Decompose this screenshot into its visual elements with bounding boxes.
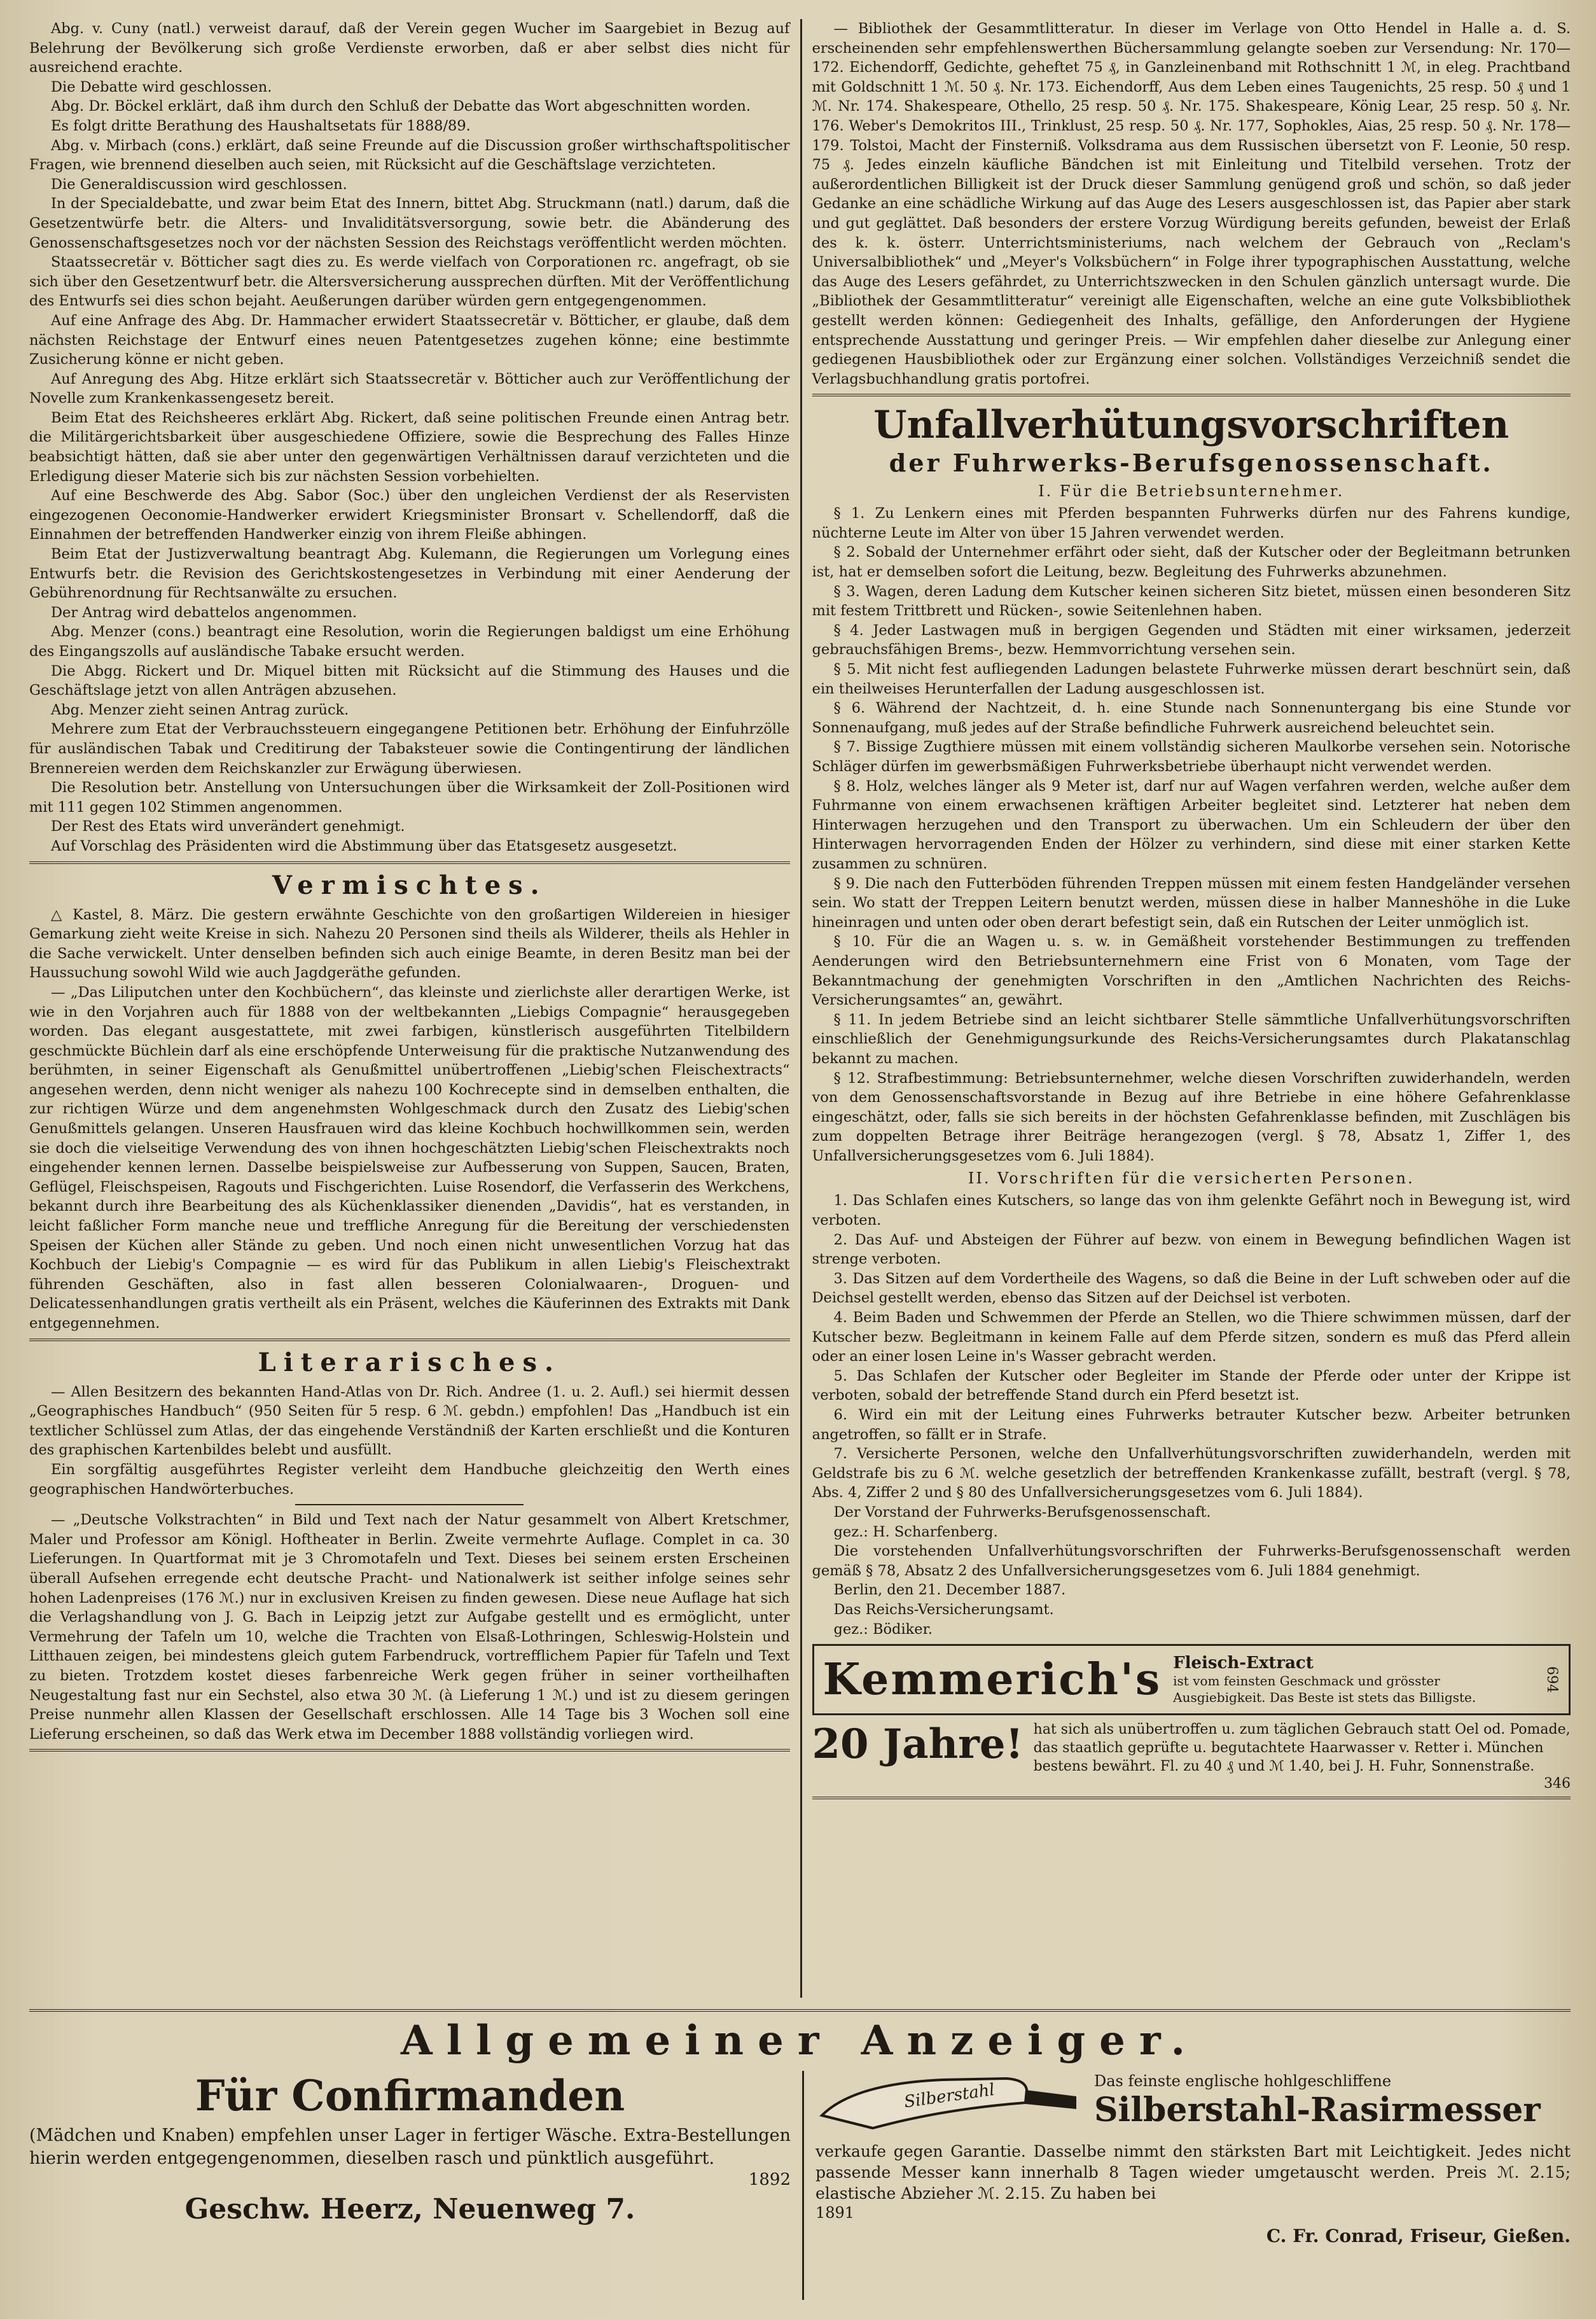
paragraph: Abg. Dr. Böckel erklärt, daß ihm durch den Schluß der Debatte das Wort abgeschnitten worden.: [51, 98, 751, 115]
regulations-title: Unfallverhütungsvorschriften: [873, 403, 1509, 448]
ad-number: 346: [1544, 1776, 1571, 1792]
razor-illustration-icon: [815, 2071, 1083, 2141]
paragraph: § 5. Mit nicht fest aufliegenden Ladungen belastete Fuhrwerke müssen derart beschnürt sein, daß ein theilweises Herunterfallen der Ladung ausgeschlossen ist.: [812, 661, 1571, 697]
paragraph: Die Resolution betr. Anstellung von Untersuchungen über die Wirksamkeit der Zoll-Positionen wird mit 111 gegen 102 Stimmen angenommen.: [29, 779, 790, 816]
confirmation-body: (Mädchen und Knaben) empfehlen unser Lager in fertiger Wäsche. Extra-Bestellungen hierin werden entgegengenommen, dieselben rasch und pünktlich ausgeführt.: [29, 2126, 791, 2168]
paragraph: Die Abgg. Rickert und Dr. Miquel bitten mit Rücksicht auf die Stimmung des Hauses und die Geschäftslage jetzt von allen Anträgen abzusehen.: [29, 662, 790, 699]
signature-line: Der Vorstand der Fuhrwerks-Berufsgenossenschaft.: [833, 1503, 1211, 1521]
divider: [29, 1339, 790, 1341]
confirmation-ad: [29, 2071, 802, 2300]
ad-number: 1892: [748, 2170, 791, 2189]
paragraph: Abg. Menzer (cons.) beantragt eine Resolution, worin die Regierungen baldigst um eine Erhöhung des Eingangszolls auf ausländische Tabake ersucht werden.: [29, 623, 790, 660]
left-column: [29, 19, 800, 1998]
paragraph: Abg. v. Cuny (natl.) verweist darauf, daß der Verein gegen Wucher im Saargebiet in Bezug auf Belehrung der Bevölkerung sich große Verdienste erworben, daß er aber selbst dies nicht für ausreichend erachte.: [29, 20, 790, 76]
section-heading-literarisches: Literarisches.: [258, 1347, 561, 1377]
paragraph: In der Specialdebatte, und zwar beim Etat des Innern, bittet Abg. Struckmann (natl.) darum, daß die Gesetzentwürfe betr. die Alters- und Invaliditätsversorgung, sowie betr. die Abänderung des Genossenschaftsgesetzes noch vor der nächsten Session des Reichstags veröffentlicht werden möchten.: [29, 195, 790, 251]
paragraph: Abg. Menzer zieht seinen Antrag zurück.: [51, 701, 349, 718]
paragraph: Auf Anregung des Abg. Hitze erklärt sich Staatssecretär v. Bötticher auch zur Veröffentlichung der Novelle zum Krankenkassengesetz bereit.: [29, 370, 790, 407]
paragraph: 1. Das Schlafen eines Kutschers, so lange das von ihm gelenkte Gefährt noch in Bewegung ist, wird verboten.: [812, 1192, 1571, 1229]
paragraph: Auf Vorschlag des Präsidenten wird die Abstimmung über das Etatsgesetz ausgesetzt.: [51, 837, 677, 854]
paragraph: Die vorstehenden Unfallverhütungsvorschriften der Fuhrwerks-Berufsgenossenschaft werden gemäß § 78, Absatz 2 des Unfallversicherungsgesetzes vom 6. Juli 1884 genehmigt.: [812, 1543, 1571, 1579]
haarwasser-headline: 20 Jahre!: [812, 1720, 1024, 1769]
divider: [812, 1797, 1571, 1799]
two-column-body: [29, 19, 1571, 1998]
signature-line: gez.: H. Scharfenberg.: [833, 1523, 998, 1540]
kemmerich-claim: ist vom feinsten Geschmack und grösster Ausgiebigkeit. Das Beste ist stets das Billigste.: [1173, 1673, 1476, 1706]
razor-body: verkaufe gegen Garantie. Dasselbe nimmt den stärksten Bart mit Leichtigkeit. Jedes nicht passende Messer kann innerhalb 8 Tagen wieder umgetauscht werden. Preis ℳ. 2.15; elastische Abzieher ℳ. 2.15. Zu haben bei: [815, 2142, 1571, 2203]
razor-header: [815, 2071, 1571, 2141]
razor-tagline: Das feinste englische hohlgeschliffene: [1094, 2072, 1392, 2090]
paragraph: 5. Das Schlafen der Kutscher oder Begleiter im Stande der Pferde oder unter der Krippe ist verboten, sobald der betreffende Stand durch ein Pferd besetzt ist.: [812, 1367, 1571, 1404]
paragraph: — Bibliothek der Gesammtlitteratur. In dieser im Verlage von Otto Hendel in Halle a. d. S. erscheinenden sehr empfehlenswerthen Büchersammlung gelangte soeben zur Versendung: Nr. 170—172. Eichendorff, Gedichte, geheftet 75 ₰, in Ganzleinenband mit Rothschnitt 1 ℳ, in eleg. Prachtband mit Goldschnitt 1 ℳ. 50 ₰. Nr. 173. Eichendorff, Aus dem Leben eines Taugenichts, 25 resp. 50 ₰ und 1 ℳ. Nr. 174. Shakespeare, Othello, 25 resp. 50 ₰. Nr. 175. Shakespeare, König Lear, 25 resp. 50 ₰. Nr. 176. Weber's Demokritos III., Trinklust, 25 resp. 50 ₰. Nr. 177, Sophokles, Aias, 25 resp. 50 ₰. Nr. 178—179. Tolstoi, Macht der Finsterniß. Volksdrama aus dem Russischen übersetzt von F. Leonie, 50 resp. 75 ₰. Jedes einzeln käufliche Bändchen ist mit Einleitung und Titelbild versehen. Trotz der außerordentlichen Billigkeit ist der Druck dieser Sammlung genügend groß und schön, so daß jeder Gedanke an eine schädliche Wirkung auf das Auge des Lesers ausgeschlossen ist, das Papier aber stark und gut geglättet. Daß besonders der erstere Vorzug Würdigung bereits gefunden, beweist der Erlaß des k. k. österr. Unterrichtsministeriums, nach welchem der Gebrauch von „Reclam's Universalbibliothek“ und „Meyer's Volksbüchern“ in Folge ihrer typographischen Ausstattung, welche das Auge des Lesers gefährdet, zu Unterrichtszwecken in den Schulen gänzlich untersagt wurde. Die „Bibliothek der Gesammtlitteratur“ vereinigt alle Eigenschaften, welche an eine gute Volksbibliothek gestellt werden können: Gediegenheit des Inhalts, gefällige, den Anforderungen der Hygiene entsprechende Ausstattung und geringer Preis. — Wir empfehlen daher dieselbe zur Anlegung einer gediegenen Hausbibliothek oder zur Ergänzung einer solchen. Vollständiges Verzeichniß sendet die Verlagsbuchhandlung gratis portofrei.: [812, 20, 1571, 387]
haarwasser-ad: [812, 1720, 1571, 1776]
divider: [295, 1504, 524, 1505]
ad-number: 1891: [815, 2204, 855, 2222]
paragraph: § 6. Während der Nachtzeit, d. h. eine Stunde nach Sonnenuntergang bis eine Stunde vor Sonnenaufgang, muß jedes auf der Straße befindliche Fuhrwerk ausreichend beleuchtet sein.: [812, 700, 1571, 736]
paragraph: § 11. In jedem Betriebe sind an leicht sichtbarer Stelle sämmtliche Unfallverhütungsvorschriften einschließlich der Genehmigungsurkunde des Reichs-Versicherungsamtes durch Plakatanschlag bekannt zu machen.: [812, 1011, 1571, 1067]
paragraph: Auf eine Anfrage des Abg. Dr. Hammacher erwidert Staatssecretär v. Bötticher, er glaube, daß dem nächsten Reichstage der Entwurf eines neuen Patentgesetzes zugehen könne; eine bestimmte Zusicherung könne er nicht geben.: [29, 312, 790, 368]
paragraph: — „Das Liliputchen unter den Kochbüchern“, das kleinste und zierlichste aller derartigen Werke, ist wie in den Vorjahren auch für 1888 von der weltbekannten „Liebigs Compagnie“ herausgegeben worden. Das elegant ausgestattete, mit zwei farbigen, künstlerisch ausgeführten Titelbildern geschmückte Büchlein darf als eine erschöpfende Unterweisung für die praktische Nutzanwendung des berühmten, in seiner Eigenschaft als Genußmittel unübertroffenen „Liebig'schen Fleischextracts“ angesehen werden, denn nicht weniger als nahezu 100 Kochrecepte sind in demselben enthalten, die zur richtigen Würze und dem angenehmsten Wohlgeschmack durch den Zusatz des Liebig'schen Genußmittels gelangen. Unseren Hausfrauen wird das kleine Kochbuch hochwillkommen sein, werden sie doch die vielseitige Verwendung des von ihnen hochgeschätzten Liebig'schen Fleischextrakts noch eingehender kennen lernen. Dasselbe beispielsweise zur Aufbesserung von Suppen, Saucen, Braten, Geflügel, Fleischspeisen, Ragouts und Fischgerichten. Luise Rosendorf, die Verfasserin des Werkchens, bekannt durch ihre Bearbeitung des als Küchenklassiker dienenden „Davidis“, hat es verstanden, in leicht faßlicher Form manche neue und treffliche Anregung für die Bereitung der verschiedensten Speisen der Küchen aller Stände zu geben. Und noch einen nicht unwesentlichen Vorzug hat das Kochbuch der Liebig's Compagnie — es wird für das Publikum in allen Liebig's Fleischextrakt führenden Geschäften, also in fast allen besseren Colonialwaaren-, Droguen- und Delicatessenhandlungen gratis vertheilt als ein Präsent, welches die Käuferinnen des Extrakts mit Dank entgegennehmen.: [29, 984, 790, 1332]
razor-blade-inscription: Silberstahl: [903, 2080, 996, 2112]
right-column: [800, 19, 1571, 1998]
paragraph: § 9. Die nach den Futterböden führenden Treppen müssen mit einem festen Handgeländer versehen sein. Wo statt der Treppen Leitern benutzt werden, müssen diese in halber Manneshöhe in die Luke hineinragen und unten oder oben derart befestigt sein, daß ein Rutschen der Leiter unmöglich ist.: [812, 875, 1571, 931]
paragraph: Staatssecretär v. Bötticher sagt dies zu. Es werde vielfach von Corporationen rc. angefragt, ob sie sich über den Gesetzentwurf betr. die Altersversicherung aussprechen dürften. Mit der Veröffentlichung des Entwurfs sei dies schon bejaht. Aeußerungen darüber würden gern entgegengenommen.: [29, 254, 790, 310]
haarwasser-text: hat sich als unübertroffen u. zum täglichen Gebrauch statt Oel od. Pomade, das staatlich geprüfte u. begutachtete Haarwasser v. Retter i. München bestens bewährt. Fl. zu 40 ₰ und ℳ 1.40, bei J. H. Fuhr, Sonnenstraße.: [1033, 1722, 1571, 1775]
paragraph: Ein sorgfältig ausgeführtes Register verleiht dem Handbuche gleichzeitig den Werth eines geographischen Handwörterbuches.: [29, 1461, 790, 1498]
signature-line: gez.: Bödiker.: [833, 1620, 933, 1638]
paragraph: — „Deutsche Volkstrachten“ in Bild und Text nach der Natur gesammelt von Albert Kretschmer, Maler und Professor am Königl. Hoftheater in Berlin. Zweite vermehrte Auflage. Complet in ca. 30 Lieferungen. In Quartformat mit je 3 Chromotafeln und Text. Dieses bei seinem ersten Erscheinen überall Aufsehen erregende echt deutsche Pracht- und Nationalwerk ist seither infolge seines sehr hohen Ladenpreises (176 ℳ.) nur in exclusiven Kreisen zu finden gewesen. Diese neue Auflage hat sich die Verlagshandlung von J. G. Bach in Leipzig jetzt zur Aufgabe gestellt und es ermöglicht, unter Vermehrung der Tafeln um 10, welche die Trachten von Elsaß-Lothringen, Schleswig-Holstein und Litthauen zeigen, bei mindestens gleich gutem Farbendruck, vortrefflichem Papier für Tafeln und Text zu bieten. Trotzdem kostet dieses farbenreiche Werk gegen früher in seiner vortheilhaften Neugestaltung fast nur ein Sechstel, also etwa 30 ℳ. (à Lieferung 1 ℳ.) und ist zu diesem geringen Preise nunmehr allen Klassen der Gesellschaft erschlossen. Alle 14 Tage bis 3 Wochen soll eine Lieferung erscheinen, so daß das Werk etwa im December 1888 vollständig vorliegen wird.: [29, 1512, 790, 1743]
paragraph: Auf eine Beschwerde des Abg. Sabor (Soc.) über den ungleichen Verdienst der als Reservisten eingezogenen Oeconomie-Handwerker erwidert Kriegsminister Bronsart v. Schellendorff, daß die Einnahmen der betreffenden Handwerker einzig von ihrem Fleiße abhingen.: [29, 487, 790, 543]
section-heading-vermischtes: Vermischtes.: [272, 870, 547, 900]
paragraph: Der Rest des Etats wird unverändert genehmigt.: [51, 818, 405, 835]
razor-text-block: [1094, 2071, 1541, 2129]
paragraph: Beim Etat des Reichsheeres erklärt Abg. Rickert, daß seine politischen Freunde einen Antrag betr. die Militärgerichtsbarkeit über ausgeschiedene Offiziere, sowie die Besprechung des Falles Hinze beabsichtigt hätten, daß sie aber unter den gegenwärtigen Verhältnissen darauf verzichteten und die Erledigung dieser Materie sich bis zur nächsten Session vorbehielten.: [29, 409, 790, 485]
paragraph: § 4. Jeder Lastwagen muß in bergigen Gegenden und Städten mit einer wirksamen, jederzeit gebrauchsfähigen Brems-, bezw. Hemmvorrichtung versehen sein.: [812, 622, 1571, 658]
paragraph: § 3. Wagen, deren Ladung dem Kutscher keinen sicheren Sitz bietet, müssen einen besonderen Sitz mit festem Trittbrett und Rücken-, sowie Seitenlehnen haben.: [812, 583, 1571, 620]
divider: [812, 394, 1571, 396]
paragraph: § 7. Bissige Zugthiere müssen mit einem vollständig sicheren Maulkorbe versehen sein. Notorische Schläger dürfen im gewerbsmäßigen Fuhrwerksbetriebe überhaupt nicht verwendet werden.: [812, 739, 1571, 775]
razor-ad: [802, 2071, 1571, 2300]
paragraph: Beim Etat der Justizverwaltung beantragt Abg. Kulemann, die Regierungen um Vorlegung eines Entwurfs betr. die Revision des Gerichtskostengesetzes in Verbindung mit einer Aenderung der Gebührenordnung für Rechtsanwälte zu ersuchen.: [29, 546, 790, 602]
paragraph: Der Antrag wird debattelos angenommen.: [51, 604, 357, 621]
paragraph: Die Generaldiscussion wird geschlossen.: [51, 176, 347, 193]
paragraph: 4. Beim Baden und Schwemmen der Pferde an Stellen, wo die Thiere schwimmen müssen, darf der Kutscher bezw. Begleitmann in keinem Falle auf dem Pferde sitzen, sondern es muß das Pferd allein oder an einer losen Leine in's Wasser gebracht werden.: [812, 1309, 1571, 1365]
date-line: Berlin, den 21. December 1887.: [833, 1582, 1066, 1599]
paragraph: Die Debatte wird geschlossen.: [51, 78, 272, 95]
divider: [29, 2009, 1571, 2012]
kemmerich-product: Fleisch-Extract: [1173, 1654, 1314, 1673]
advertiser-title: Allgemeiner Anzeiger.: [401, 2017, 1199, 2065]
paragraph: § 1. Zu Lenkern eines mit Pferden bespannten Fuhrwerks dürfen nur des Fahrens kundige, nüchterne Leute im Alter von über 15 Jahren verwendet werden.: [812, 505, 1571, 541]
paragraph: 2. Das Auf- und Absteigen der Führer auf bezw. von einem in Bewegung befindlichen Wagen ist strenge verboten.: [812, 1231, 1571, 1268]
divider: [29, 1749, 790, 1751]
paragraph: § 8. Holz, welches länger als 9 Meter ist, darf nur auf Wagen verfahren werden, welche außer dem Fuhrmanne von einem erwachsenen kräftigen Arbeiter begleitet sind. Letzterer hat neben dem Hinterwagen herzugehen und den Transport zu überwachen. Um ein Schleudern der über den Hinterwagen hervorragenden Enden der Hölzer zu verhindern, sind diese mit einer starken Kette zusammen zu schnüren.: [812, 777, 1571, 872]
confirmation-headline: Für Confirmanden: [195, 2071, 625, 2121]
kemmerich-ad: [812, 1644, 1571, 1715]
paragraph: Abg. v. Mirbach (cons.) erklärt, daß seine Freunde auf die Discussion großer wirthschaftspolitischer Fragen, wie brennend dieselben auch seien, mit Rücksicht auf die Geschäftslage verzichteten.: [29, 137, 790, 174]
confirmation-firm: Geschw. Heerz, Neuenweg 7.: [184, 2193, 635, 2225]
section-heading: II. Vorschriften für die versicherten Personen.: [968, 1169, 1415, 1188]
paragraph: § 12. Strafbestimmung: Betriebsunternehmer, welche diesen Vorschriften zuwiderhandeln, werden von dem Genossenschaftsvorstande in Bezug auf ihre Betriebe in eine höhere Gefahrenklasse eingeschätzt, oder, falls sie sich bereits in der höchsten Gefahrenklasse befinden, mit Zuschlägen bis zum doppelten Betrage ihrer Beiträge herangezogen (vergl. § 78, Absatz 1, Ziffer 1, des Unfallversicherungsgesetzes vom 6. Juli 1884).: [812, 1069, 1571, 1164]
regulations-subtitle: der Fuhrwerks-Berufsgenossenschaft.: [889, 449, 1494, 478]
paragraph: △ Kastel, 8. März. Die gestern erwähnte Geschichte von den großartigen Wildereien in hiesiger Gemarkung zieht weite Kreise in sich. Nahezu 20 Personen sind theils als Wilderer, theils als Hehler in die Sache verwickelt. Unter denselben befinden sich auch einige Beamte, in deren Besitz man bei der Haussuchung sowohl Wild wie auch Jagdgeräthe gefunden.: [29, 906, 790, 982]
paragraph: § 10. Für die an Wagen u. s. w. in Gemäßheit vorstehender Bestimmungen zu treffenden Aenderungen wird den Betriebsunternehmern eine Frist von 6 Monaten, vom Tage der Bekanntmachung der genehmigten Vorschriften in den „Amtlichen Nachrichten des Reichs-Versicherungsamtes“ an, gewährt.: [812, 933, 1571, 1009]
paragraph: 6. Wird ein mit der Leitung eines Fuhrwerks betrauter Kutscher bezw. Arbeiter betrunken angetroffen, so fällt er in Strafe.: [812, 1407, 1571, 1443]
divider: [29, 861, 790, 864]
paragraph: 3. Das Sitzen auf dem Vordertheile des Wagens, so daß die Beine in der Luft schweben oder auf die Deichsel gestellt werden, ebenso das Sitzen auf der Deichsel ist verboten.: [812, 1270, 1571, 1307]
kemmerich-brand: Kemmerich's: [822, 1654, 1162, 1706]
razor-firm: C. Fr. Conrad, Friseur, Gießen.: [1266, 2225, 1571, 2246]
advertisements-row: [29, 2071, 1571, 2300]
paragraph: Es folgt dritte Berathung des Haushaltsetats für 1888/89.: [51, 117, 471, 134]
paragraph: § 2. Sobald der Unternehmer erfährt oder sieht, daß der Kutscher oder der Begleitmann betrunken ist, hat er demselben sofort die Leitung, bezw. Begleitung des Fuhrwerks abzunehmen.: [812, 544, 1571, 581]
kemmerich-text-block: [1173, 1654, 1532, 1706]
razor-headline: Silberstahl-Rasirmesser: [1094, 2091, 1541, 2129]
paragraph: Mehrere zum Etat der Verbrauchssteuern eingegangene Petitionen betr. Erhöhung der Einfuhrzölle für ausländischen Tabak und Creditirung der Tabaksteuer sowie die Contingentirung der ländlichen Brennereien werden dem Reichskanzler zur Erwägung überwiesen.: [29, 721, 790, 777]
advertiser-section: [29, 2004, 1571, 2306]
signature-line: Das Reichs-Versicherungsamt.: [833, 1601, 1054, 1618]
ad-code: 694: [1544, 1666, 1560, 1694]
paragraph: 7. Versicherte Personen, welche den Unfallverhütungsvorschriften zuwiderhandeln, werden mit Geldstrafe bis zu 6 ℳ. welche gesetzlich der betreffenden Krankenkasse zufällt, bestraft (vergl. § 78, Abs. 4, Ziffer 2 und § 80 des Unfallversicherungsgesetzes vom 6. Juli 1884).: [812, 1445, 1571, 1501]
paragraph: — Allen Besitzern des bekannten Hand-Atlas von Dr. Rich. Andree (1. u. 2. Aufl.) sei hiermit dessen „Geographisches Handbuch“ (950 Seiten für 5 resp. 6 ℳ. gebdn.) empfohlen! Das „Handbuch ist ein textlicher Schlüssel zum Atlas, der das eingehende Verständniß der Karten erschließt und die Konturen des graphischen Kartenbildes belebt und ausfüllt.: [29, 1383, 790, 1459]
section-heading: I. Für die Betriebsunternehmer.: [1038, 482, 1345, 501]
